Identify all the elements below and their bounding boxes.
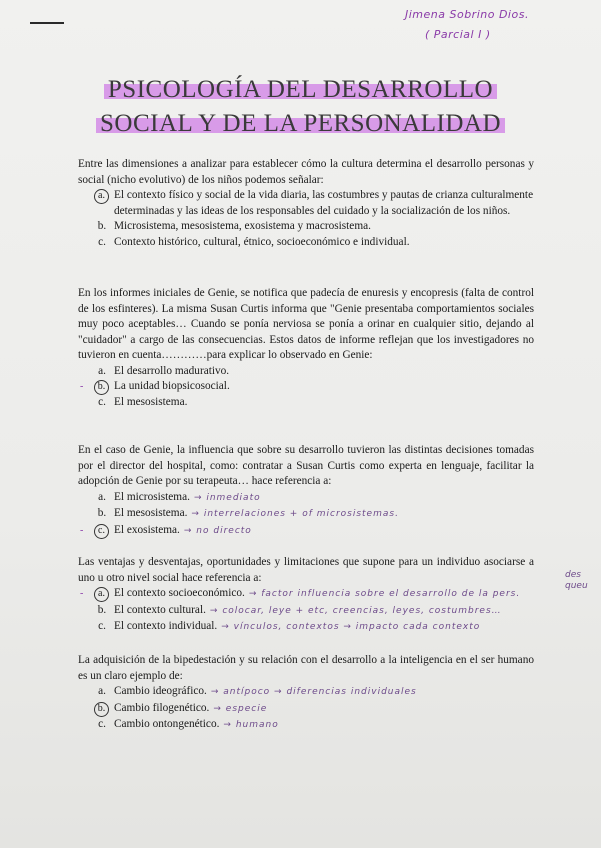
- question-stem: La adquisición de la bipedestación y su relación con el desarrollo a la inteligencia en el ser humano es un claro ejemplo de:: [78, 654, 534, 682]
- corner-dash: [30, 22, 64, 24]
- option-letter: b.: [97, 220, 107, 232]
- option-c[interactable]: c. Contexto histórico, cultural, étnico, socioeconómico e individual.: [78, 235, 534, 251]
- option-letter: c.: [98, 235, 106, 248]
- option-letter: c.: [98, 718, 106, 730]
- option-letter: a.: [98, 685, 106, 697]
- option-c[interactable]: c. El contexto individual. → vínculos, contextos → impacto cada contexto: [78, 619, 534, 636]
- handwritten-note: → antípoco → diferencias individuales: [210, 687, 417, 697]
- page-title-line2: SOCIAL Y DE LA PERSONALIDAD: [0, 110, 601, 138]
- option-b[interactable]: - b. La unidad biopsicosocial.: [78, 379, 534, 395]
- handwritten-note: → factor influencia sobre el desarrollo de la pers.: [248, 589, 521, 599]
- handwritten-note: → vínculos, contextos → impacto cada contexto: [221, 622, 481, 632]
- handwritten-note: → no directo: [183, 525, 252, 536]
- question-2: [78, 286, 534, 410]
- option-b[interactable]: b. El mesosistema. → interrelaciones + of microsistemas.: [78, 506, 534, 523]
- tick-mark: -: [80, 381, 84, 392]
- question-1: [78, 157, 534, 250]
- question-stem: En el caso de Genie, la influencia que sobre su desarrollo tuvieron las distintas decisiones tomadas por el director del hospital, como: contratar a Susan Curtis como experta en lenguaje, facilitar la adopción de Genie por su terapeuta… hace referencia a:: [78, 444, 534, 487]
- handwritten-note: → interrelaciones + of microsistemas.: [191, 509, 399, 519]
- option-letter: c.: [98, 395, 106, 408]
- handwritten-note: → inmediato: [193, 492, 261, 503]
- option-letter: c.: [98, 620, 106, 632]
- option-c[interactable]: c. Cambio ontongenético. → humano: [78, 717, 534, 734]
- option-letter: c.: [94, 524, 109, 539]
- option-b[interactable]: b. Microsistema, mesosistema, exosistema y macrosistema.: [78, 219, 534, 235]
- option-letter: a.: [98, 490, 106, 503]
- option-letter: b.: [97, 603, 107, 616]
- option-letter: b.: [97, 507, 107, 519]
- tick-mark: -: [80, 524, 84, 536]
- option-a[interactable]: a. Cambio ideográfico. → antípoco → diferencias individuales: [78, 684, 534, 701]
- question-4: [78, 555, 534, 636]
- page-title-line1: PSICOLOGÍA DEL DESARROLLO: [0, 76, 601, 104]
- option-letter: a.: [94, 189, 109, 204]
- tick-mark: -: [80, 588, 84, 599]
- option-a[interactable]: - a. El contexto socioeconómico. → factor influencia sobre el desarrollo de la pers.: [78, 586, 534, 603]
- handwritten-name: Jimena Sobrino Dios.: [405, 8, 529, 21]
- handwritten-note: → colocar, leye + etc, creencias, leyes, costumbres…: [209, 605, 502, 616]
- option-c[interactable]: c. El mesosistema.: [78, 395, 534, 411]
- question-stem: Entre las dimensiones a analizar para establecer cómo la cultura determina el desarrollo personas y social (nicho evolutivo) de los niños podemos señalar:: [78, 158, 534, 186]
- question-stem: Las ventajas y desventajas, oportunidades y limitaciones que supone para un individuo asociarse a uno u otro nivel social hace referencia a:: [78, 556, 534, 584]
- handwritten-note: → humano: [223, 720, 279, 730]
- option-letter: a.: [94, 587, 109, 602]
- question-5: [78, 653, 534, 734]
- handwritten-note: → especie: [213, 703, 268, 714]
- margin-handwritten-note: des queu: [565, 570, 588, 591]
- question-3: [78, 443, 534, 539]
- option-letter: b.: [94, 380, 109, 395]
- option-c[interactable]: - c. El exosistema. → no directo: [78, 523, 534, 540]
- question-stem: En los informes iniciales de Genie, se notifica que padecía de enuresis y encopresis (falta de control de los esfinteres). La misma Susan Curtis informa que "Genie presentaba comportamientos sociales muy poco aceptables… Cuando se ponía nerviosa se ponía a orinar en cualquier sitio, dejando al "cuidador" a cargo de las consecuencias. Estos datos de informe reflejan que los investigadores no tuvieron en cuenta…………para explicar lo observado en Genie:: [78, 287, 534, 361]
- option-letter: b.: [94, 702, 109, 717]
- option-letter: a.: [98, 364, 106, 377]
- handwritten-exam-label: ( Parcial I ): [425, 28, 491, 41]
- option-b[interactable]: b. El contexto cultural. → colocar, leye + etc, creencias, leyes, costumbres…: [78, 603, 534, 620]
- option-a[interactable]: a. El desarrollo madurativo.: [78, 364, 534, 380]
- option-a[interactable]: a. El contexto físico y social de la vida diaria, las costumbres y pautas de crianza culturalmente determinadas y las ideas de los responsables del cuidado y la socialización de los niños.: [78, 188, 534, 219]
- option-b[interactable]: b. Cambio filogenético. → especie: [78, 701, 534, 718]
- option-a[interactable]: a. El microsistema. → inmediato: [78, 490, 534, 507]
